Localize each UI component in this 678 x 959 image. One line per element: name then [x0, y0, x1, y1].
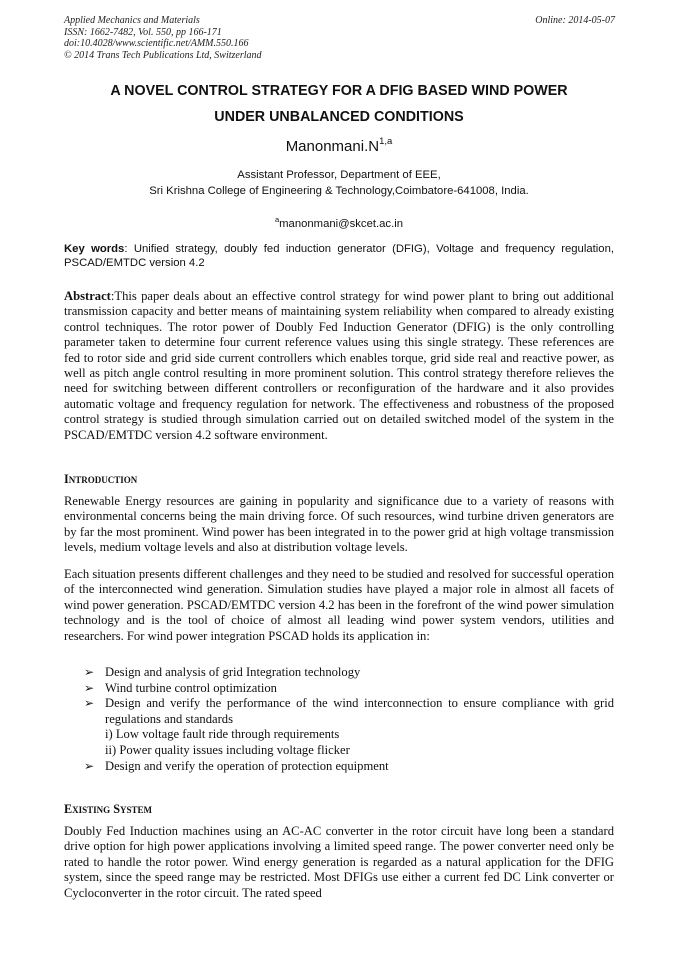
arrow-bullet-icon: ➢: [84, 680, 95, 695]
keywords-label: Key words: [64, 243, 125, 255]
journal-header: [64, 15, 262, 61]
affiliation-line-2: Sri Krishna College of Engineering & Technology,Coimbatore-641008, India.: [149, 185, 529, 197]
arrow-bullet-icon: ➢: [84, 758, 95, 773]
author-name: Manonmani.N: [285, 138, 380, 155]
list-item: ➢ Design and verify the performance of the wind interconnection to ensure compliance with grid regulations and standards i) Low voltage fault ride through requirements ii) Power quality issues including voltage flicker: [84, 696, 614, 757]
introduction-paragraph-2: Each situation presents different challenges and they need to be studied and resolved for successful operation of the interconnected wind generation. Simulation studies have played a major role in almost all facets of wind power generation. PSCAD/EMTDC version 4.2 has been in the forefront of the wind power simulation technology and is the tool of choice of almost all leading wind power system vendors, utilities and researchers. For wind power integration PSCAD holds its application in:: [64, 567, 614, 643]
author-superscript: 1,a: [379, 136, 393, 147]
sub-item: i) Low voltage fault ride through requirements: [105, 727, 340, 742]
journal-copyright: © 2014 Trans Tech Publications Ltd, Switzerland: [64, 49, 262, 61]
application-bullet-list: [64, 665, 614, 774]
sub-item: ii) Power quality issues including voltage flicker: [105, 742, 350, 757]
existing-system-paragraph: Doubly Fed Induction machines using an AC-AC converter in the rotor circuit have long been a standard drive option for high power applications involving a limited speed range. The power converter need only be rated to handle the rotor power. Wind energy generation is regarded as a natural application for the DFIG system, since the speed range may be restricted. Most DFIGs use either a current fed DC Link converter or Cycloconverter in the rotor circuit. The rated speed: [64, 824, 614, 900]
journal-doi: doi:10.4028/www.scientific.net/AMM.550.166: [64, 38, 249, 50]
journal-name: Applied Mechanics and Materials: [64, 15, 200, 26]
keywords-text: : Unified strategy, doubly fed induction generator (DFIG), Voltage and frequency regulation, PSCAD/EMTDC version 4.2: [64, 243, 614, 270]
existing-system-heading: Existing System: [64, 802, 152, 816]
list-item: ➢ Design and analysis of grid Integration technology: [84, 665, 361, 679]
author-email: [0, 213, 678, 231]
introduction-paragraph-1: Renewable Energy resources are gaining in popularity and significance due to a variety of reasons with environmental concerns being the main driving force. Of such resources, wind turbine driven generators are by far the most prominent. Wind power has been integrated in to the power grid at high voltage transmission levels, medium voltage levels and also at distribution voltage levels.: [64, 494, 614, 555]
affiliation-line-1: Assistant Professor, Department of EEE,: [237, 169, 441, 181]
introduction-heading: Introduction: [64, 472, 138, 486]
paper-title-line-1: A NOVEL CONTROL STRATEGY FOR A DFIG BASED WIND POWER: [110, 83, 568, 99]
abstract-label: Abstract: [64, 289, 111, 303]
arrow-bullet-icon: ➢: [84, 696, 95, 711]
online-date: Online: 2014-05-07: [535, 15, 615, 26]
author-line: [0, 133, 678, 156]
email-address: manonmani@skcet.ac.in: [279, 218, 404, 230]
list-item: ➢ Design and verify the operation of protection equipment: [84, 758, 389, 773]
abstract-text: :This paper deals about an effective control strategy for wind power plant to bring out additional transmission capacity and better means of maintaining system reliability when compared to already existing control techniques. The rotor power of Doubly Fed Induction Generator (DFIG) is the only controlling parameter taken to determine four current reference values using this single strategy. These references are fed to rotor side and grid side current controllers which enables torque, grid side real and reactive power, as well as pitch angle control resulting in more prominent solution. This control strategy therefore relieves the need for switching between different controllers or reconfiguration of the hardware and it also provides automatic voltage and frequency regulation for network. The effectiveness and robustness of the proposed control strategy is studied through simulation carried out on detailed switched model of the system in the PSCAD/EMTDC version 4.2 software environment.: [64, 289, 614, 442]
list-item: ➢ Wind turbine control optimization: [84, 680, 277, 695]
keywords-paragraph: [64, 242, 614, 270]
paper-title-line-2: UNDER UNBALANCED CONDITIONS: [214, 109, 464, 125]
arrow-bullet-icon: ➢: [84, 665, 95, 679]
email-superscript: a: [274, 215, 280, 224]
journal-issn: ISSN: 1662-7482, Vol. 550, pp 166-171: [64, 26, 222, 38]
abstract-paragraph: [64, 289, 614, 443]
